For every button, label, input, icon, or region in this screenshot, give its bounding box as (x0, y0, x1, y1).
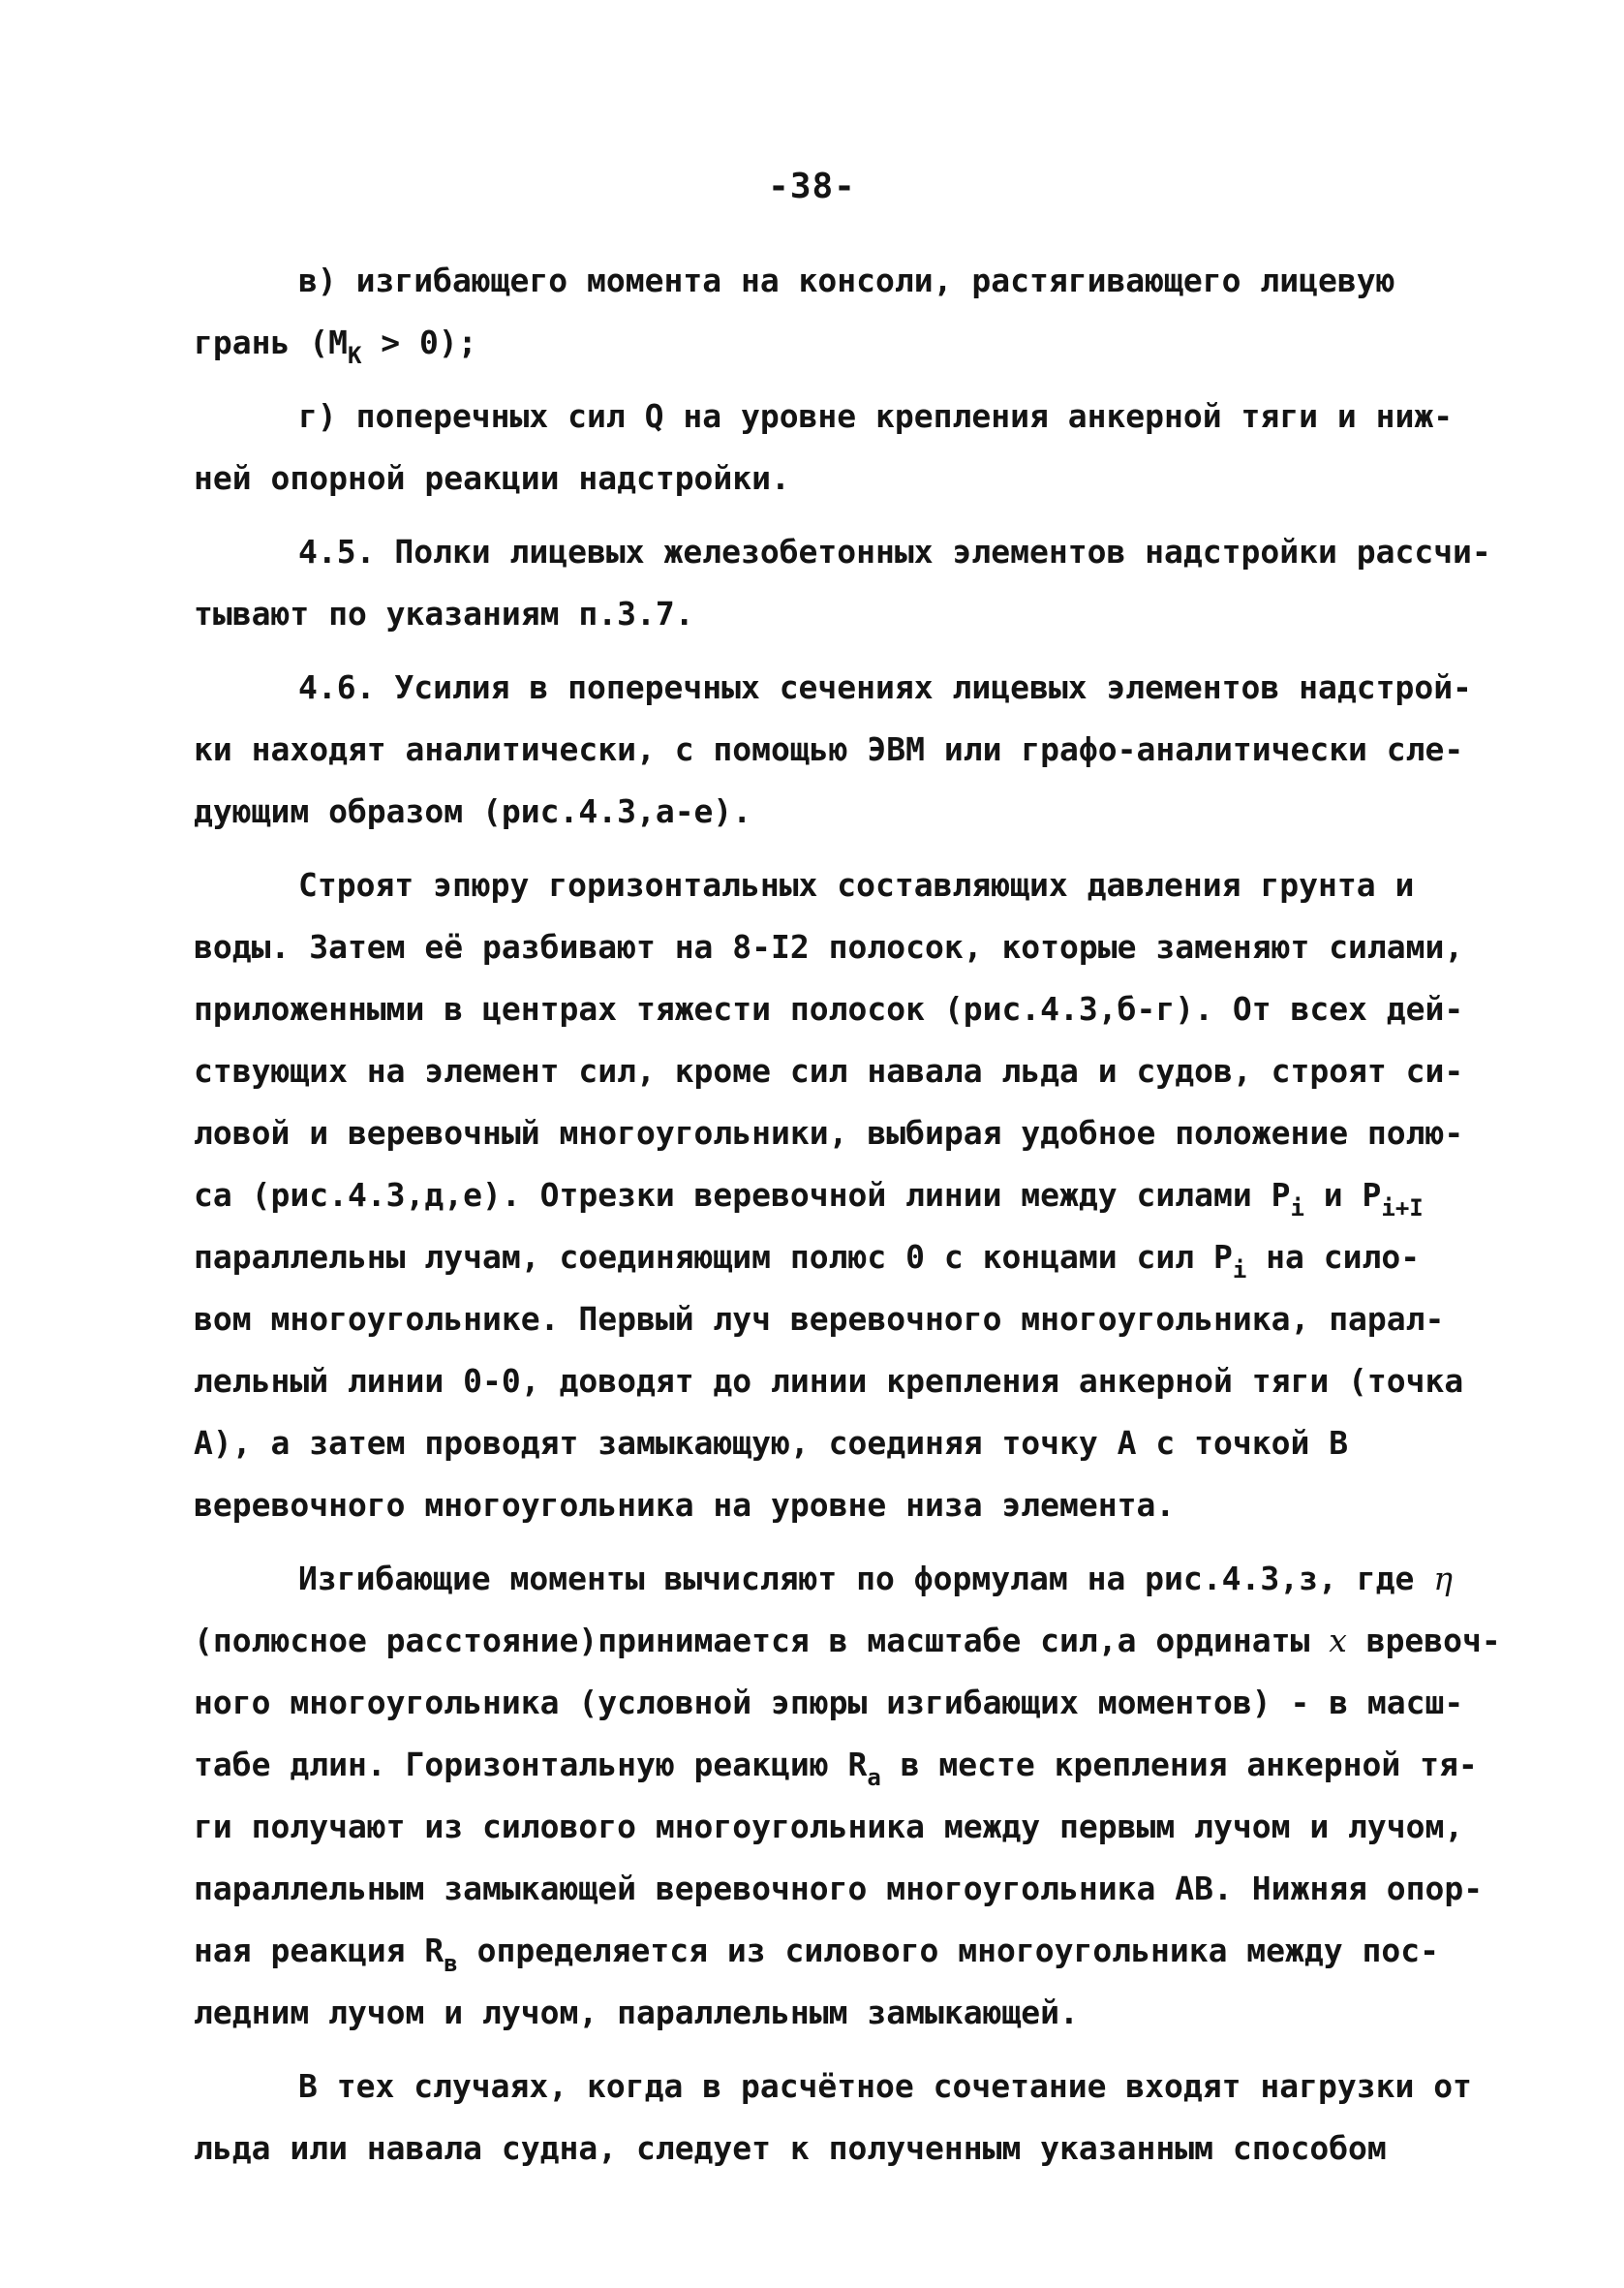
body-text (194, 250, 1501, 2180)
subscript: i (1232, 1256, 1247, 1283)
text-line: ней опорной реакции надстройки. (194, 459, 790, 497)
text-line: ного многоугольника (условной эпюры изгибающих моментов) - в масш- (194, 1684, 1464, 1721)
text-line: ледним лучом и лучом, параллельным замыкающей. (194, 1994, 1079, 2031)
text-line: грань $(M_K > 0)$; (194, 324, 477, 369)
text-line: Строят эпюру горизонтальных составляющих давления грунта и (298, 866, 1415, 904)
text-line: в) изгибающего момента на консоли, растягивающего лицевую (298, 262, 1395, 299)
text-line: В тех случаях, когда в расчётное сочетание входят нагрузки от (298, 2067, 1472, 2105)
text-line: вом многоугольнике. Первый луч веревочного многоугольника, парал- (194, 1300, 1445, 1338)
text-line: параллельны лучам, соединяющим полюс 0 с концами сил $P_i$ на сило- (194, 1238, 1421, 1283)
text-line: Изгибающие моменты вычисляют по формулам на рис.4.3,з, где η (298, 1560, 1453, 1597)
text-line: (полюсное расстояние)принимается в масштабе сил,а ординаты x вревоч- (194, 1622, 1501, 1659)
ordinate-symbol: x (1329, 1622, 1347, 1659)
text-line: лельный линии 0-0, доводят до линии крепления анкерной тяги (точка (194, 1362, 1464, 1400)
text-line: приложенными в центрах тяжести полосок (рис.4.3,б-г). От всех дей- (194, 990, 1464, 1028)
text-line: табе длин. Горизонтальную реакцию $R_a$ в месте крепления анкерной тя- (194, 1746, 1478, 1791)
text-line: ловой и веревочный многоугольники, выбирая удобное положение полю- (194, 1114, 1464, 1152)
text-line: льда или навала судна, следует к полученным указанным способом (194, 2129, 1387, 2167)
text-line: ствующих на элемент сил, кроме сил навала льда и судов, строят си- (194, 1052, 1464, 1090)
page-number: -38- (768, 167, 856, 206)
subscript: i (1290, 1194, 1304, 1221)
text-line: ки находят аналитически, с помощью ЭВМ или графо-аналитически сле- (194, 730, 1464, 768)
text-line: тывают по указаниям п.3.7. (194, 595, 694, 633)
text-line: ги получают из силового многоугольника между первым лучом и лучом, (194, 1808, 1464, 1845)
text-line: A), а затем проводят замыкающую, соединяя точку A с точкой B (194, 1424, 1349, 1462)
text-line: г) поперечных сил Q на уровне крепления анкерной тяги и ниж- (298, 397, 1454, 435)
subscript: a (867, 1764, 881, 1791)
text-line: 4.6. Усилия в поперечных сечениях лицевых элементов надстрой- (298, 668, 1472, 706)
text-line: 4.5. Полки лицевых железобетонных элементов надстройки рассчи- (298, 533, 1491, 571)
subscript: K (347, 342, 362, 369)
text-line: са (рис.4.3,д,е). Отрезки веревочной линии между силами $P_i$ и $P_{i+I}$ (194, 1176, 1424, 1221)
greek-eta-symbol: η (1433, 1560, 1453, 1597)
text-line: ная реакция $R_в$ определяется из силового многоугольника между пос- (194, 1932, 1439, 1977)
text-line: параллельным замыкающей веревочного многоугольника AB. Нижняя опор- (194, 1870, 1484, 1907)
text-line: воды. Затем её разбивают на 8-I2 полосок, которые заменяют силами, (194, 928, 1464, 966)
text-line: дующим образом (рис.4.3,а-е). (194, 792, 752, 830)
subscript: i+I (1381, 1194, 1424, 1221)
text-line: веревочного многоугольника на уровне низа элемента. (194, 1486, 1176, 1524)
subscript: в (444, 1950, 458, 1977)
